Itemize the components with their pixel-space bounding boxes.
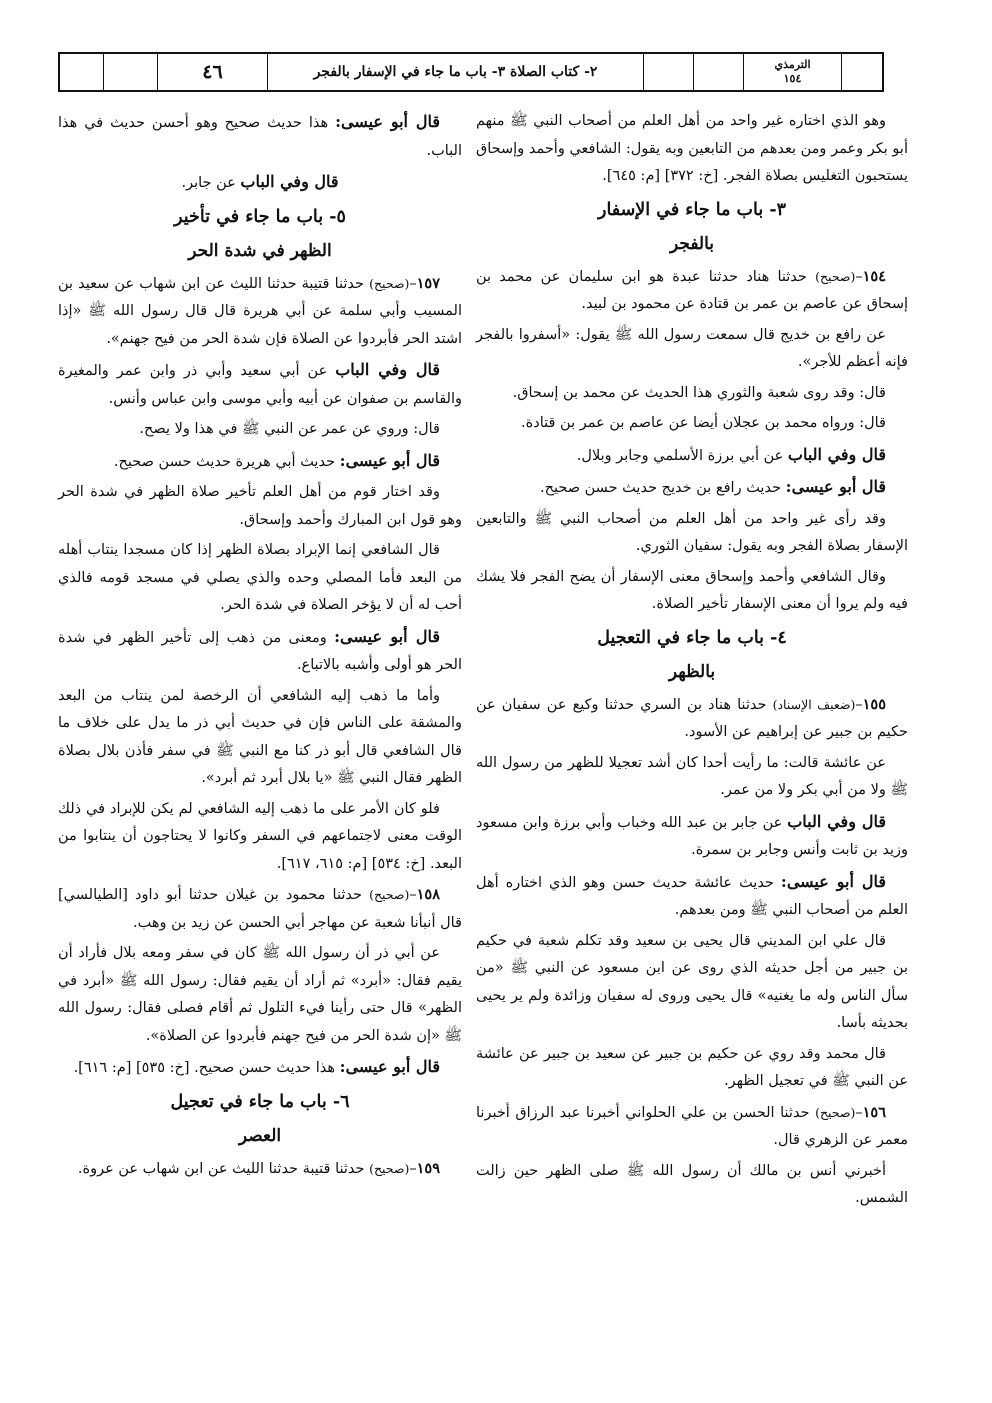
page-header xyxy=(58,52,884,92)
page-number: ٤٦ xyxy=(158,54,268,90)
abu-isa-label: قال أبو عيسى: xyxy=(780,871,886,891)
hadith-isnad: حدثنا هناد حدثنا عبدة هو ابن سليمان عن محمد بن إسحاق عن عاصم بن عمر بن قتادة عن محمود بن لبيد. xyxy=(476,268,908,312)
abu-isa-note xyxy=(58,447,462,477)
abu-isa-label: قال أبو عيسى: xyxy=(335,112,441,131)
hadith-isnad: حدثنا قتيبة حدثنا الليث عن ابن شهاب عن عروة. xyxy=(77,1160,365,1177)
paragraph: وقال الشافعي وأحمد وإسحاق معنى الإسفار أن يضح الفجر فلا يشك فيه ولم يروا أن معنى الإسفار تأخير الصلاة. xyxy=(476,568,908,612)
bab-text: عن أبي سعيد وأبي ذر وابن عمر والمغيرة والقاسم بن صفوان عن أبيه وأبي موسى وابن عباس وأنس. xyxy=(58,363,462,407)
paragraph: قال علي ابن المديني قال يحيى بن سعيد وقد تكلم شعبة في حكيم بن جبير من أجل حديثه الذي روى عن ابن مسعود عن النبي ﷺ «من سأل الناس وله ما يغنيه» قال يحيى وروى له سفيان وزائدة ولم ير يحيى بحديثه بأسا. xyxy=(476,932,908,1031)
hadith-number: ١٥٥ xyxy=(862,695,887,713)
section-heading: ٤- باب ما جاء في التعجيل xyxy=(597,627,787,648)
paragraph: وهو الذي اختاره غير واحد من أهل العلم من أصحاب النبي ﷺ منهم أبو بكر وعمر ومن بعدهم من التابعين وبه يقول: الشافعي وأحمد وإسحاق يستحبون التغليس بصلاة الفجر. [خ: ٣٧٢] [م: ٦٤٥]. xyxy=(476,113,908,184)
section-heading-cont: بالظهر xyxy=(668,661,716,682)
abu-isa-text: حديث عائشة حديث حسن وهو الذي اختاره أهل العلم من أصحاب النبي ﷺ ومن بعدهم. xyxy=(476,874,908,918)
book-name: الترمذي xyxy=(774,58,811,71)
hadith-grade: (ضعيف الإسناد) xyxy=(772,696,856,712)
hadith-grade: (صحيح) xyxy=(815,1104,856,1120)
abu-isa-text: حديث رافع بن خديج حديث حسن صحيح. xyxy=(540,480,782,496)
header-cell-empty xyxy=(60,54,104,90)
abu-isa-note xyxy=(476,473,908,503)
bab-text: عن جابر. xyxy=(181,175,236,191)
hadith-matn: عن رافع بن خديج قال سمعت رسول الله ﷺ يقول: «أسفروا بالفجر فإنه أعظم للأجر». xyxy=(476,326,908,370)
hadith-157: ١٥٧–(صحيح) حدثنا قتيبة حدثنا الليث عن ابن شهاب عن سعيد بن المسيب وأبي سلمة عن أبي هريرة قال قال رسول الله ﷺ «إذا اشتد الحر فأبردوا عن الصلاة فإن شدة الحر من فيح جهنم». xyxy=(58,274,462,347)
paragraph: قال: وروي عن عمر عن النبي ﷺ في هذا ولا يصح. xyxy=(139,421,440,437)
bab-text: عن جابر بن عبد الله وخباب وأبي برزة وابن مسعود وزيد بن ثابت وأنس وجابر بن سمرة. xyxy=(476,814,908,858)
section-heading: ٥- باب ما جاء في تأخير xyxy=(174,206,346,227)
section-heading-cont: الظهر في شدة الحر xyxy=(188,240,332,261)
bab-note xyxy=(58,356,462,413)
section-heading-cont: العصر xyxy=(238,1125,282,1146)
book-label xyxy=(744,54,842,90)
right-column xyxy=(476,108,908,1216)
hadith-matn: عن أبي ذر أن رسول الله ﷺ كان في سفر ومعه بلال فأراد أن يقيم فقال: «أبرد» ثم أراد أن يقيم فقال: رسول الله ﷺ «أبرد في الظهر» قال حتى رأينا فيء التلول ثم أقام فصلى فقال: رسول الله ﷺ «إن شدة الحر من فيح جهنم فأبردوا عن الصلاة». xyxy=(58,945,462,1044)
bab-label: قال وفي الباب xyxy=(240,172,339,191)
abu-isa-label: قال أبو عيسى: xyxy=(339,1057,440,1076)
paragraph: وقد اختار قوم من أهل العلم تأخير صلاة الظهر في شدة الحر وهو قول ابن المبارك وأحمد وإسحاق. xyxy=(58,484,462,528)
hadith-isnad: حدثنا قتيبة حدثنا الليث عن ابن شهاب عن سعيد بن المسيب وأبي سلمة عن أبي هريرة قال قال رسول الله ﷺ «إذا اشتد الحر فأبردوا عن الصلاة فإن شدة الحر من فيح جهنم». xyxy=(58,275,462,347)
hadith-grade: (صحيح) xyxy=(369,1160,410,1176)
abu-isa-text: ومعنى من ذهب إلى تأخير الظهر في شدة الحر هو أولى وأشبه بالاتباع. xyxy=(58,629,462,673)
bab-label: قال وفي الباب xyxy=(787,811,886,831)
bab-note xyxy=(58,168,462,198)
header-cell-empty xyxy=(842,54,882,90)
abu-isa-text: هذا حديث حسن صحيح. [خ: ٥٣٥] [م: ٦١٦]. xyxy=(73,1060,336,1076)
hadith-156: ١٥٦–(صحيح) حدثنا الحسن بن علي الحلواني أخبرنا عبد الرزاق أخبرنا معمر عن الزهري قال. xyxy=(476,1103,908,1148)
hadith-number: ١٥٤ xyxy=(862,267,887,285)
hadith-number: ١٥٨ xyxy=(416,886,440,903)
left-column xyxy=(58,108,462,1186)
hadith-number: ١٥٦ xyxy=(862,1103,886,1121)
hadith-155: ١٥٥–(ضعيف الإسناد) حدثنا هناد بن السري حدثنا وكيع عن سفيان عن حكيم بن جبير عن إبراهيم عن الأسود. xyxy=(476,695,908,740)
abu-isa-note xyxy=(58,623,462,680)
paragraph: قال: وقد روى شعبة والثوري هذا الحديث عن محمد بن إسحاق. xyxy=(512,384,886,401)
hadith-154: ١٥٤–(صحيح) حدثنا هناد حدثنا عبدة هو ابن سليمان عن محمد بن إسحاق عن عاصم بن عمر بن قتادة عن محمود بن لبيد. xyxy=(476,267,908,312)
hadith-158: ١٥٨–(صحيح) حدثنا محمود بن غيلان حدثنا أبو داود [الطيالسي] قال أنبأنا شعبة عن مهاجر أبي الحسن عن زيد بن وهب. xyxy=(58,886,462,931)
hadith-matn: عن عائشة قالت: ما رأيت أحدا كان أشد تعجيلا للظهر من رسول الله ﷺ ولا من أبي بكر ولا من عمر. xyxy=(476,754,908,798)
bab-text: عن أبي برزة الأسلمي وجابر وبلال. xyxy=(576,447,784,464)
hadith-isnad: حدثنا هناد بن السري حدثنا وكيع عن سفيان عن حكيم بن جبير عن إبراهيم عن الأسود. xyxy=(476,696,908,740)
abu-isa-label: قال أبو عيسى: xyxy=(334,626,441,646)
header-cell-empty xyxy=(694,54,744,90)
paragraph: قال: ورواه محمد بن عجلان أيضا عن عاصم بن عمر بن قتادة. xyxy=(521,415,886,431)
abu-isa-label: قال أبو عيسى: xyxy=(785,477,886,496)
paragraph: وأما ما ذهب إليه الشافعي أن الرخصة لمن ينتاب من البعد والمشقة على الناس فإن في حديث أبي ذر ما يدل على خلاف ما قال الشافعي قال أبو ذر كنا مع النبي ﷺ في سفر فأذن بلال بصلاة الظهر فقال النبي ﷺ «يا بلال أبرد ثم أبرد». xyxy=(58,687,462,786)
header-cell-empty xyxy=(644,54,694,90)
bab-note xyxy=(476,808,908,865)
bab-label: قال وفي الباب xyxy=(787,444,886,464)
hadith-159: ١٥٩–(صحيح) حدثنا قتيبة حدثنا الليث عن ابن شهاب عن عروة. xyxy=(77,1159,440,1177)
bab-note xyxy=(476,441,908,471)
header-cell-empty xyxy=(104,54,158,90)
hadith-matn: أخبرني أنس بن مالك أن رسول الله ﷺ صلى الظهر حين زالت الشمس. xyxy=(476,1162,908,1206)
hadith-isnad: حدثنا الحسن بن علي الحلواني أخبرنا عبد الرزاق أخبرنا معمر عن الزهري قال. xyxy=(476,1104,908,1148)
section-heading: ٣- باب ما جاء في الإسفار xyxy=(598,199,786,220)
book-number: ١٥٤ xyxy=(783,72,802,85)
paragraph: وقد رأى غير واحد من أهل العلم من أصحاب النبي ﷺ والتابعين الإسفار بصلاة الفجر وبه يقول: سفيان الثوري. xyxy=(476,510,908,554)
hadith-grade: (صحيح) xyxy=(369,275,410,291)
chapter-title: ٢- كتاب الصلاة ٣- باب ما جاء في الإسفار بالفجر xyxy=(268,54,644,90)
paragraph: قال الشافعي إنما الإبراد بصلاة الظهر إذا كان مسجدا ينتاب أهله من البعد فأما المصلي وحده والذي يصلي في مسجد قومه فالذي أحب له أن لا يؤخر الصلاة في شدة الحر. xyxy=(58,542,462,613)
hadith-number: ١٥٧ xyxy=(416,274,441,292)
abu-isa-label: قال أبو عيسى: xyxy=(339,450,440,470)
bab-label: قال وفي الباب xyxy=(335,360,441,379)
section-heading-cont: بالفجر xyxy=(669,233,715,254)
paragraph: فلو كان الأمر على ما ذهب إليه الشافعي لم يكن للإبراد في ذلك الوقت معنى لاجتماعهم في السفر وكانوا لا يحتاجون أن ينتابوا من البعد. [خ: ٥٣٤] [م: ٦١٥، ٦١٧]. xyxy=(58,800,462,872)
hadith-isnad: حدثنا محمود بن غيلان حدثنا أبو داود [الطيالسي] قال أنبأنا شعبة عن مهاجر أبي الحسن عن زيد بن وهب. xyxy=(58,887,462,931)
hadith-grade: (صحيح) xyxy=(369,887,410,902)
section-heading: ٦- باب ما جاء في تعجيل xyxy=(170,1091,350,1112)
hadith-grade: (صحيح) xyxy=(815,268,856,284)
paragraph: قال محمد وقد روي عن حكيم بن جبير عن سعيد بن جبير عن عائشة عن النبي ﷺ في تعجيل الظهر. xyxy=(476,1045,908,1089)
abu-isa-note xyxy=(58,1053,462,1083)
abu-isa-note xyxy=(58,108,462,165)
hadith-number: ١٥٩ xyxy=(416,1159,440,1177)
abu-isa-note xyxy=(476,868,908,925)
abu-isa-text: حديث أبي هريرة حديث حسن صحيح. xyxy=(113,453,336,470)
abu-isa-text: هذا حديث صحيح وهو أحسن حديث في هذا الباب. xyxy=(58,115,462,159)
